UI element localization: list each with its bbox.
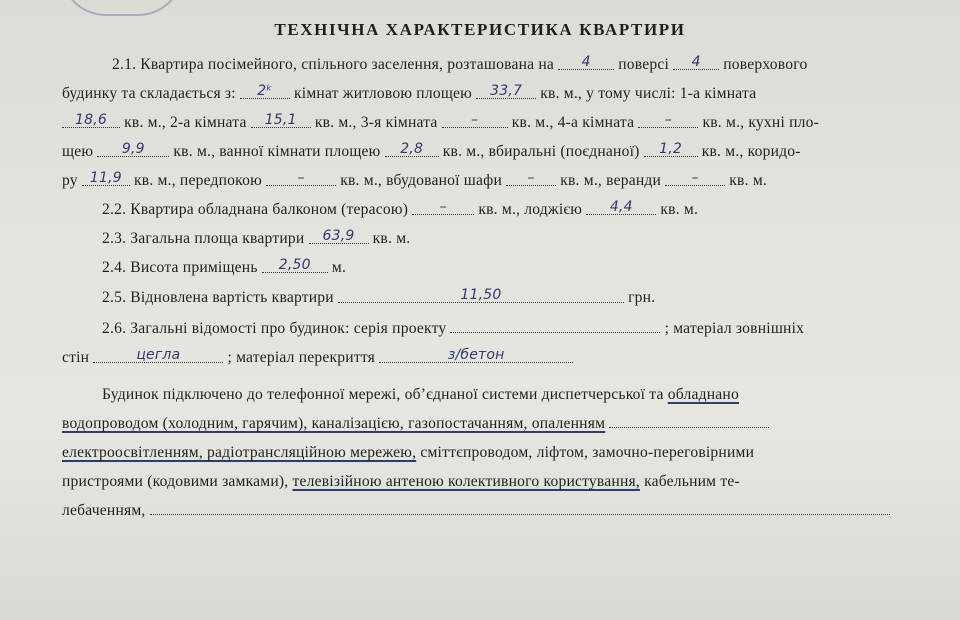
text: водопроводом (холодним, гарячим), каналізацією, газопостачанням, опаленням	[62, 415, 606, 432]
s23-line	[102, 230, 410, 248]
text: кв. м.	[660, 201, 699, 218]
kitchen-value: 9,9	[97, 142, 169, 157]
conn-line2	[62, 415, 769, 433]
blank-field	[609, 427, 769, 428]
text: поверхового	[723, 56, 808, 73]
text: 2.2. Квартира обладнана балконом (терасою)	[102, 201, 409, 218]
room4-value: –	[638, 113, 698, 128]
s26-line1	[102, 320, 804, 338]
text: кв. м., 3-я кімната	[314, 114, 438, 131]
page-title: ТЕХНІЧНА ХАРАКТЕРИСТИКА КВАРТИРИ	[274, 20, 686, 39]
text: кв. м., вбиральні (поєднаної)	[442, 143, 640, 160]
text: ру	[62, 172, 78, 189]
floor-value: 4	[558, 55, 614, 70]
cost-value: 11,50	[338, 288, 624, 303]
text: кв. м., кухні пло-	[702, 114, 820, 131]
text: кв. м., веранди	[560, 172, 662, 189]
s21-line2	[62, 85, 756, 103]
text: обладнано	[667, 386, 739, 403]
text: 2.1. Квартира посімейного, спільного заселення, розташована на	[112, 56, 555, 73]
loggia-value: 4,4	[586, 200, 656, 215]
text: ; матеріал зовнішніх	[664, 320, 805, 337]
walls-material-value: цегла	[93, 348, 223, 363]
text: кв. м., коридо-	[701, 143, 801, 160]
text: Будинок підключено до телефонної мережі, об’єднаної системи диспетчерської та	[102, 386, 664, 403]
text: м.	[331, 259, 347, 276]
blank-field	[150, 514, 890, 515]
project-series-field	[450, 332, 660, 333]
corridor-value: 11,9	[82, 171, 130, 186]
text: телевізійною антеною колективного користування,	[292, 473, 640, 490]
ceiling-material-value: з/бетон	[379, 348, 573, 363]
s21-line5	[62, 172, 767, 190]
s21-line1	[112, 56, 807, 74]
text: кв. м., у тому числі: 1-а кімната	[540, 85, 757, 102]
veranda-value: –	[665, 171, 725, 186]
conn-line5	[62, 502, 890, 520]
text: щею	[62, 143, 94, 160]
s26-line2	[62, 349, 573, 367]
s22-line	[102, 201, 698, 219]
toilet-value: 1,2	[644, 142, 698, 157]
room2-value: 15,1	[251, 113, 311, 128]
text: електроосвітленням, радіотрансляційною мережею,	[62, 444, 417, 461]
text: кв. м., ванної кімнати площею	[173, 143, 381, 160]
text: кімнат житловою площею	[294, 85, 473, 102]
text: грн.	[628, 289, 656, 306]
text: сміттєпроводом, ліфтом, замочно-переговірними	[420, 444, 755, 461]
text: кв. м., 2-а кімната	[124, 114, 247, 131]
text: ; матеріал перекриття	[227, 349, 376, 366]
s21-line4	[62, 143, 801, 161]
text: стін	[62, 349, 90, 366]
room3-value: –	[442, 113, 508, 128]
conn-line4	[62, 473, 740, 491]
text: поверсі	[618, 56, 670, 73]
text: кв. м., вбудованої шафи	[340, 172, 502, 189]
text: 2.5. Відновлена вартість квартири	[102, 289, 334, 306]
living-area-value: 33,7	[476, 84, 536, 99]
height-value: 2,50	[262, 258, 328, 273]
stamp-fragment	[60, 0, 184, 16]
text: 2.3. Загальна площа квартири	[102, 230, 305, 247]
s21-line3	[62, 114, 819, 132]
text: пристроями (кодовими замками),	[62, 473, 289, 490]
balcony-value: –	[412, 200, 474, 215]
conn-line3	[62, 444, 754, 462]
text: кв. м., передпокою	[134, 172, 262, 189]
text: кв. м., 4-а кімната	[511, 114, 635, 131]
s25-line	[102, 289, 655, 307]
text: кабельним те-	[644, 473, 740, 490]
text: лебаченням,	[62, 502, 146, 519]
total-area-value: 63,9	[309, 229, 369, 244]
floors-total-value: 4	[673, 55, 719, 70]
hallway-value: –	[266, 171, 336, 186]
rooms-value: 2ᵏ	[240, 84, 290, 99]
text: будинку та складається з:	[62, 85, 236, 102]
text: кв. м., лоджією	[478, 201, 583, 218]
s24-line	[102, 259, 346, 277]
bathroom-value: 2,8	[385, 142, 439, 157]
text: 2.6. Загальні відомості про будинок: серія проекту	[102, 320, 447, 337]
text: кв. м.	[729, 172, 767, 189]
room1-value: 18,6	[62, 113, 120, 128]
closet-value: –	[506, 171, 556, 186]
text: 2.4. Висота приміщень	[102, 259, 258, 276]
conn-line1	[102, 386, 739, 404]
text: кв. м.	[372, 230, 411, 247]
